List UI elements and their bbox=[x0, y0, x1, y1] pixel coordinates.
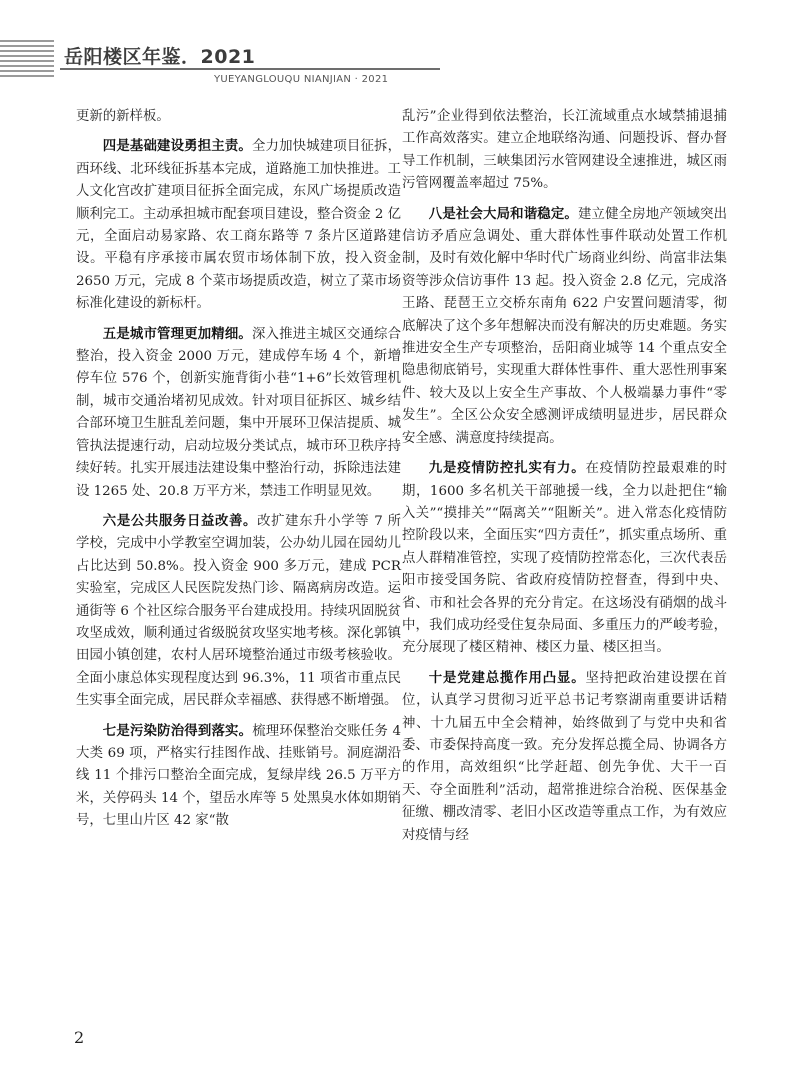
header-rule bbox=[60, 68, 440, 70]
paragraph-party-building bbox=[402, 668, 727, 847]
paragraph-heading: 五是城市管理更加精细。 bbox=[102, 326, 252, 342]
paragraph-heading: 十是党建总揽作用凸显。 bbox=[428, 670, 586, 686]
paragraph-epidemic-control bbox=[402, 458, 727, 660]
paragraph-public-services bbox=[76, 511, 401, 713]
yearbook-title: 岳阳楼区年鉴．2021 bbox=[64, 46, 256, 68]
header-stripes-decoration bbox=[0, 40, 54, 82]
paragraph-text: 乱污”企业得到依法整治，长江流域重点水域禁捕退捕工作高效落实。建立企地联络沟通、问题投诉、督办督导工作机制，三峡集团污水管网建设全速推进，城区雨污管网覆盖率超过 75%。 bbox=[402, 109, 727, 192]
paragraph-text: 全力加快城建项目征拆，西环线、北环线征拆基本完成，道路施工加快推进。工人文化宫改扩建项目征拆全面完成，东风广场提质改造顺利完工。主动承担城市配套项目建设，整合资金 2 亿元，全面启动易家路、农工商东路等 7 条片区道路建设。平稳有序承接市属农贸市场体制下放，投入资金 2650 万元，完成 8 个菜市场提质改造，树立了菜市场标准化建设的新标杆。 bbox=[76, 139, 402, 312]
paragraph-pollution-control bbox=[76, 721, 401, 833]
page-number: 2 bbox=[74, 1028, 85, 1047]
paragraph-social-stability bbox=[402, 204, 727, 450]
paragraph-heading: 四是基础建设勇担主责。 bbox=[102, 139, 252, 155]
paragraph-infrastructure bbox=[76, 136, 401, 315]
right-column bbox=[402, 106, 727, 847]
paragraph-text: 更新的新样板。 bbox=[76, 109, 170, 124]
paragraph-text: 改扩建东升小学等 7 所学校，完成中小学教室空调加装，公办幼儿园在园幼儿占比达到 50.8%。投入资金 900 多万元，建成 PCR 实验室，完成区人民医院发热门诊、隔离病房改造。运通街等 6 个社区综合服务平台建成投用。持续巩固脱贫攻坚成效，顺利通过省级脱贫攻坚实地考核。深化郭镇田园小镇创建，农村人居环境整治通过市级考核验收。全面小康总体实现程度达到 96.3%，11 项省市重点民生实事全面完成，居民群众幸福感、获得感不断增强。 bbox=[76, 513, 402, 709]
paragraph-text: 深入推进主城区交通综合整治，投入资金 2000 万元，建成停车场 4 个，新增停车位 576 个，创新实施背街小巷“1+6”长效管理机制，城市交通治堵初见成效。针对项目征拆区、城乡结合部环境卫生脏乱差问题，集中开展环卫保洁提质、城管执法提速行动，启动垃圾分类试点，城市环卫秩序持续好转。扎实开展违法建设集中整治行动，拆除违法建设 1265 处、20.8 万平方米，禁违工作明显见效。 bbox=[76, 326, 401, 499]
paragraph-text: 坚持把政治建设摆在首位，认真学习贯彻习近平总书记考察湖南重要讲话精神、十九届五中全会精神，始终做到了与党中央和省委、市委保持高度一致。充分发挥总揽全局、协调各方的作用，高效组织“比学赶超、创先争优、大干一百天、夺全面胜利”活动，超常推进综合治税、医保基金征缴、棚改清零、老旧小区改造等重点工作，为有效应对疫情与经 bbox=[402, 670, 728, 843]
paragraph-continuation bbox=[402, 106, 727, 196]
paragraph-heading: 九是疫情防控扎实有力。 bbox=[428, 461, 586, 477]
paragraph-text: 建立健全房地产领域突出信访矛盾应急调处、重大群体性事件联动处置工作机制，及时有效化解中华时代广场商业纠纷、尚富非法集资等涉众信访事件 13 起。投入资金 2.8 亿元，完成洛王路、琵琶王立交桥东南角 622 户安置问题清零，彻底解决了这个多年想解决而没有解决的历史难题。务实推进安全生产专项整治，岳阳商业城等 14 个重点安全隐患彻底销号，实现重大群体性事件、重大恶性刑事案件、较大及以上安全生产事故、个人极端暴力事件“零发生”。全区公众安全感测评成绩明显进步，居民群众安全感、满意度持续提高。 bbox=[402, 206, 727, 446]
paragraph-heading: 六是公共服务日益改善。 bbox=[102, 513, 258, 529]
paragraph-city-management bbox=[76, 324, 401, 503]
paragraph-text: 梳理环保整治交账任务 4 大类 69 项，严格实行挂图作战、挂账销号。洞庭湖沿线 11 个排污口整治全面完成，复绿岸线 26.5 万平方米，关停码头 14 个，望岳水库等 5 处黑臭水体如期销号，七里山片区 42 家“散 bbox=[76, 723, 401, 829]
left-column bbox=[76, 106, 401, 833]
paragraph-heading: 七是污染防治得到落实。 bbox=[102, 723, 253, 739]
paragraph-continuation bbox=[76, 106, 401, 128]
page-header bbox=[0, 0, 793, 100]
paragraph-heading: 八是社会大局和谐稳定。 bbox=[428, 206, 578, 222]
paragraph-text: 在疫情防控最艰难的时期，1600 多名机关干部驰援一线，全力以赴把住“输入关”“摸排关”“隔离关”“阻断关”。进入常态化疫情防控阶段以来，全面压实“四方责任”，抓实重点场所、重点人群精准管控，实现了疫情防控常态化，三次代表岳阳市接受国务院、省政府疫情防控督查，得到中央、省、市和社会各界的充分肯定。在这场没有硝烟的战斗中，我们成功经受住复杂局面、多重压力的严峻考验，充分展现了楼区精神、楼区力量、楼区担当。 bbox=[402, 461, 728, 656]
yearbook-subtitle: YUEYANGLOUQU NIANJIAN · 2021 bbox=[214, 74, 389, 85]
